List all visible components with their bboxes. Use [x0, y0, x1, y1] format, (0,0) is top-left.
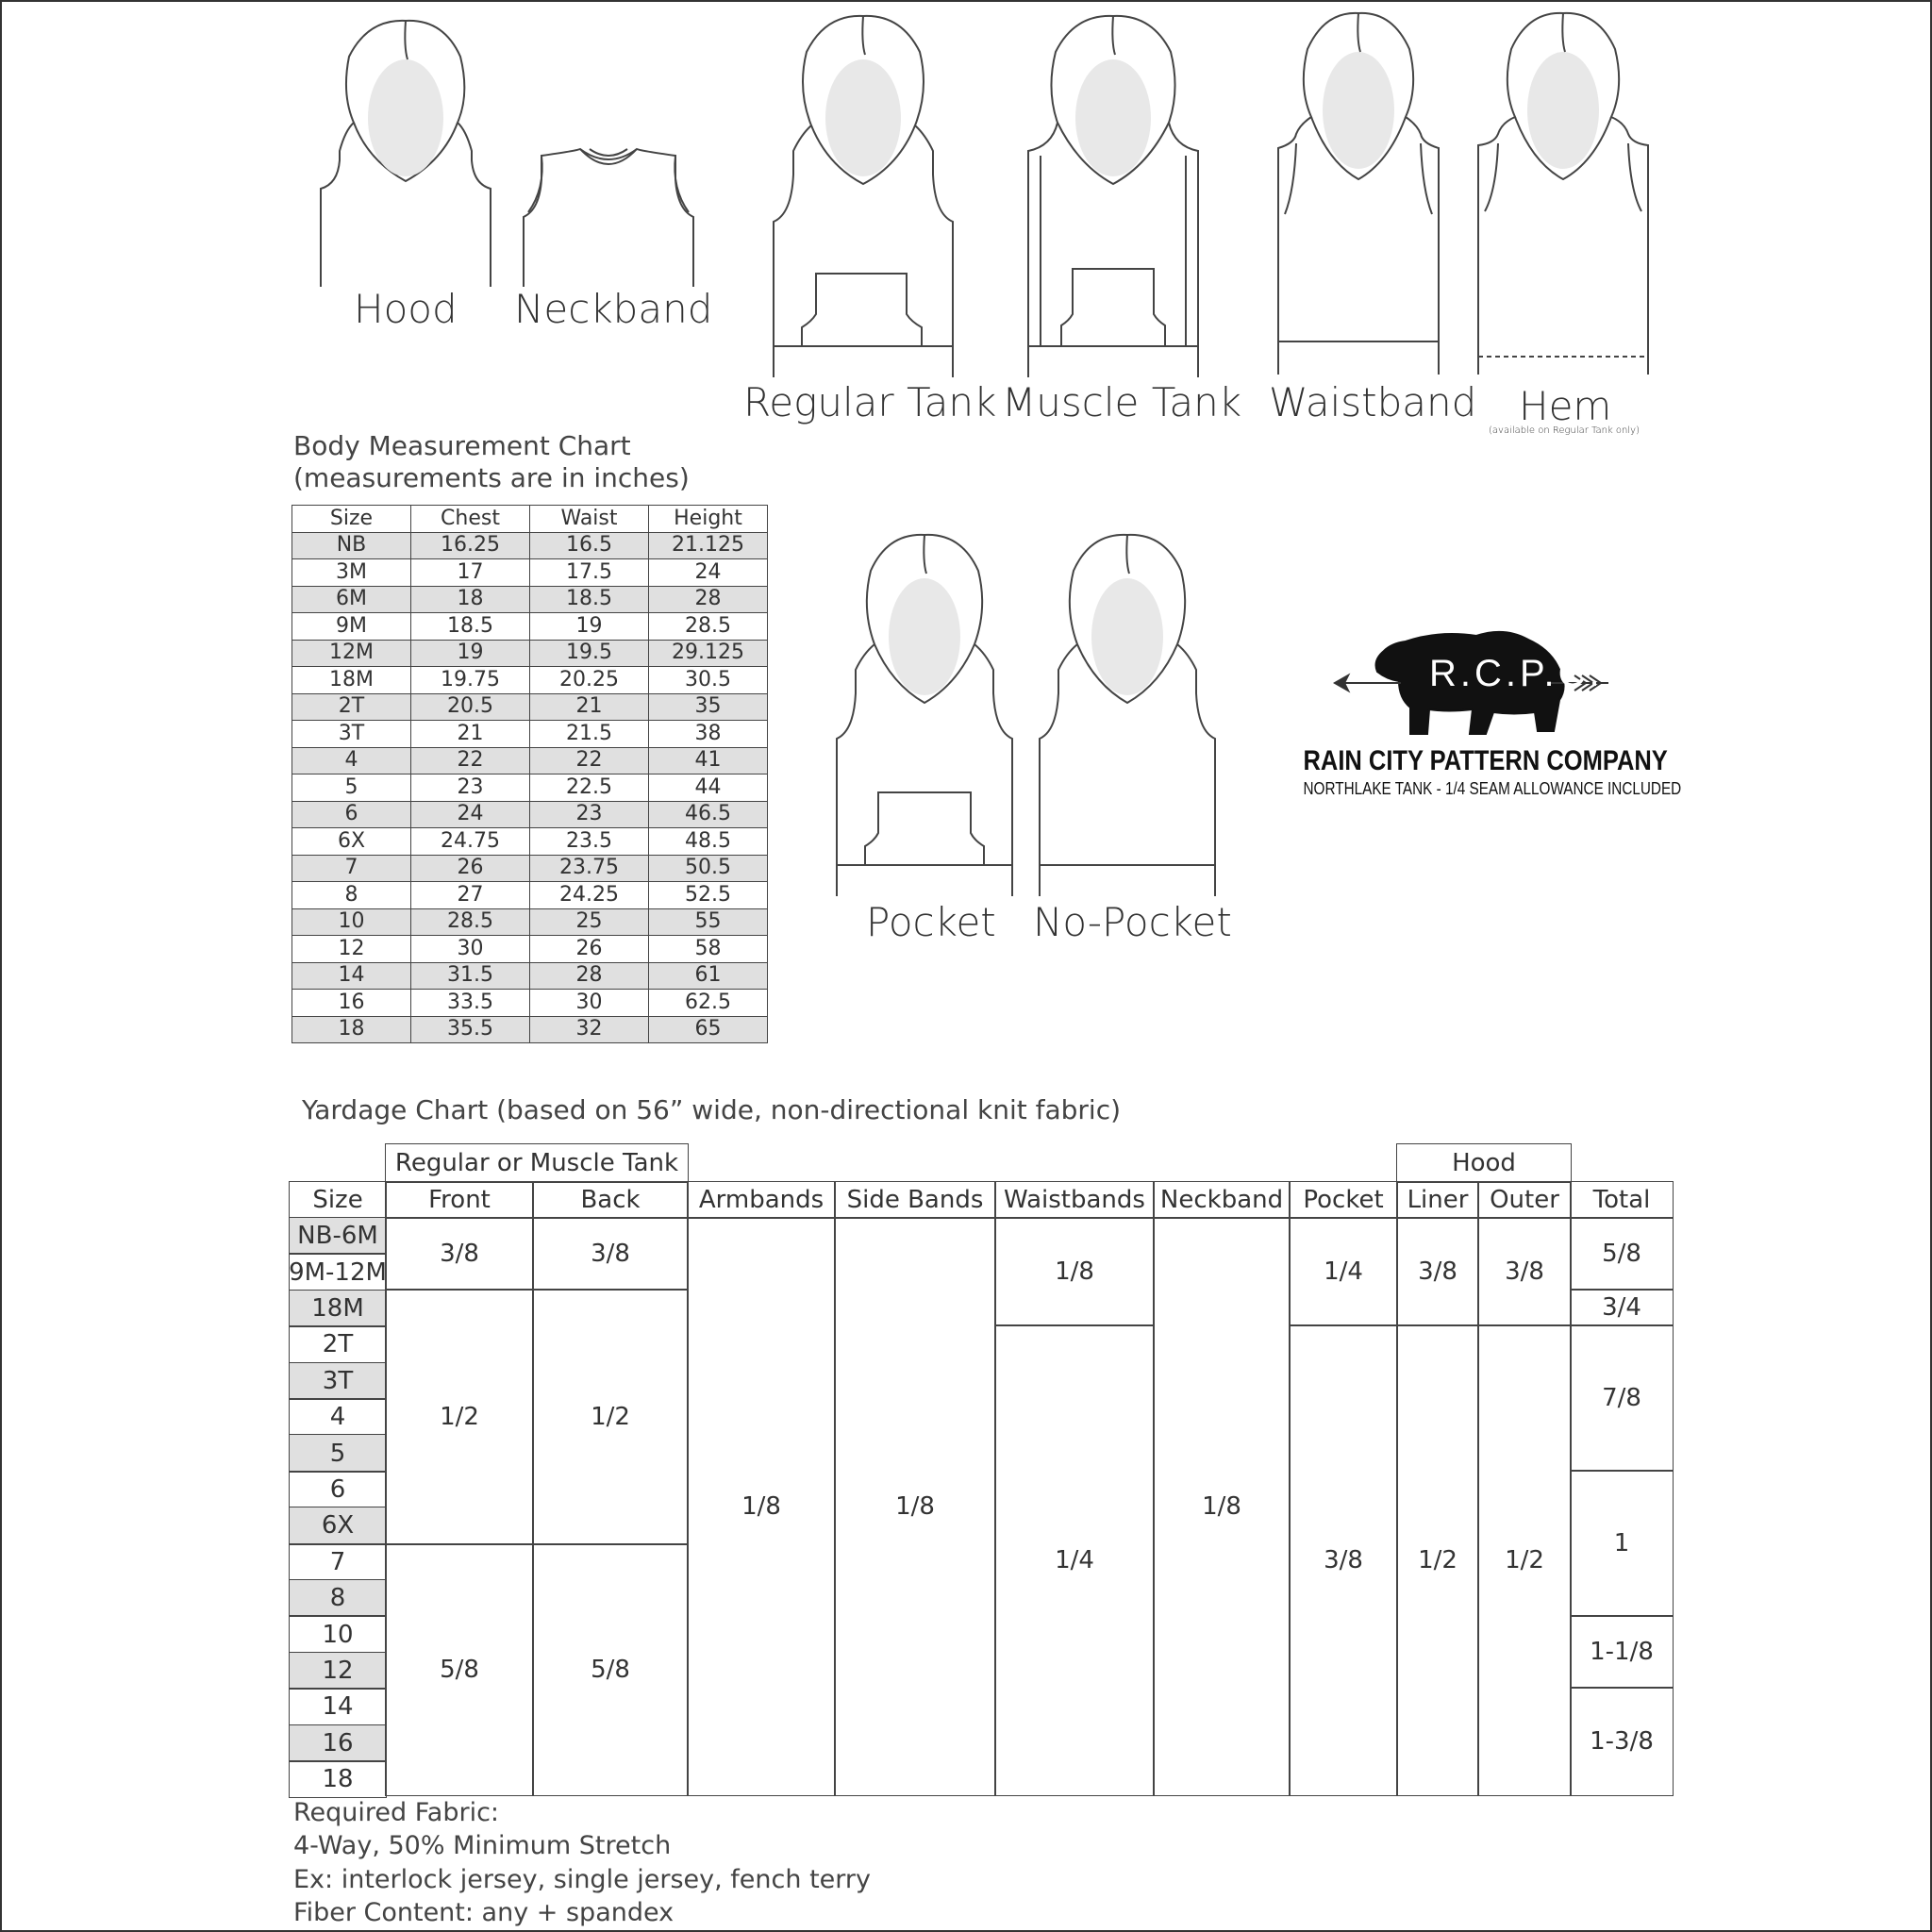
armbands-value: 1/8: [687, 1217, 836, 1796]
body-table-cell: 16: [292, 990, 411, 1017]
waistbands-value: 1/4: [994, 1324, 1155, 1796]
body-table-row: [292, 693, 768, 721]
body-table-row: [292, 747, 768, 774]
col-header-side-bands: Side Bands: [834, 1181, 996, 1219]
body-table-cell: 48.5: [649, 828, 768, 856]
body-chart-subtitle: (measurements are in inches): [293, 462, 690, 493]
body-table-cell: 2T: [292, 693, 411, 721]
fabric-note: 4-Way, 50% Minimum Stretch: [293, 1831, 672, 1860]
body-table-cell: 44: [649, 774, 768, 802]
body-table-row: [292, 667, 768, 694]
body-table-cell: 65: [649, 1016, 768, 1043]
body-table-cell: 24.25: [530, 882, 649, 909]
body-table-cell: 20.25: [530, 667, 649, 694]
hood-label: Hood: [354, 286, 458, 332]
yardage-size-cell: NB-6M: [289, 1217, 387, 1255]
back-value: 3/8: [532, 1217, 689, 1291]
total-value: 1-3/8: [1570, 1687, 1674, 1796]
body-table-cell: 27: [411, 882, 530, 909]
yardage-size-cell: 18M: [289, 1290, 387, 1327]
yardage-size-cell: 16: [289, 1724, 387, 1762]
total-value: 1-1/8: [1570, 1615, 1674, 1689]
body-table-cell: 21.5: [530, 721, 649, 748]
body-table-row: [292, 586, 768, 613]
body-table-cell: 10: [292, 908, 411, 936]
body-table-cell: 22.5: [530, 774, 649, 802]
body-table-cell: 16.5: [530, 532, 649, 559]
body-table-cell: 25: [530, 908, 649, 936]
body-table-row: [292, 559, 768, 587]
company-tagline: NORTHLAKE TANK - 1/4 SEAM ALLOWANCE INCLUDED: [1303, 779, 1682, 798]
body-measurement-table: [291, 505, 768, 1043]
body-table-cell: 52.5: [649, 882, 768, 909]
body-table-cell: 24.75: [411, 828, 530, 856]
yardage-size-cell: 9M-12M: [289, 1253, 387, 1291]
body-table-row: [292, 774, 768, 802]
body-table-cell: 58: [649, 936, 768, 963]
body-table-cell: 23: [411, 774, 530, 802]
body-table-cell: 3T: [292, 721, 411, 748]
body-table-row: [292, 990, 768, 1017]
body-table-cell: 28.5: [411, 908, 530, 936]
col-header-front: Front: [385, 1181, 534, 1219]
liner-value: 3/8: [1396, 1217, 1479, 1326]
col-header-waistbands: Waistbands: [994, 1181, 1155, 1219]
body-table-cell: 26: [530, 936, 649, 963]
body-table-cell: 18: [411, 586, 530, 613]
body-table-cell: 19.5: [530, 640, 649, 667]
muscle-tank-view-drawing: [1024, 14, 1203, 382]
body-table-cell: 30.5: [649, 667, 768, 694]
body-table-header-cell: Size: [292, 506, 411, 533]
yardage-size-cell: 5: [289, 1434, 387, 1472]
body-table-cell: 28: [530, 962, 649, 990]
body-table-header-cell: Waist: [530, 506, 649, 533]
body-table-row: [292, 640, 768, 667]
total-value: 5/8: [1570, 1217, 1674, 1291]
logo-text-block: [1274, 623, 1682, 798]
body-table-cell: 18.5: [530, 586, 649, 613]
body-table-cell: 32: [530, 1016, 649, 1043]
body-table-cell: 23: [530, 801, 649, 828]
body-table-cell: 12M: [292, 640, 411, 667]
body-table-row: [292, 721, 768, 748]
yardage-title: Yardage Chart (based on 56” wide, non-directional knit fabric): [302, 1094, 1122, 1125]
body-table-cell: 3M: [292, 559, 411, 587]
body-table-header-cell: Chest: [411, 506, 530, 533]
body-table-row: [292, 613, 768, 641]
body-table-cell: 19: [411, 640, 530, 667]
pocket-value: 3/8: [1289, 1324, 1398, 1796]
yardage-size-cell: 3T: [289, 1362, 387, 1400]
waistband-label: Waistband: [1269, 379, 1477, 425]
muscle-tank-label: Muscle Tank: [1002, 379, 1242, 425]
yardage-size-cell: 2T: [289, 1325, 387, 1363]
front-value: 1/2: [385, 1289, 534, 1545]
waistband-view-drawing: [1274, 11, 1443, 379]
waistbands-value: 1/8: [994, 1217, 1155, 1326]
body-table-cell: 19: [530, 613, 649, 641]
no-pocket-view-drawing: [1038, 533, 1217, 901]
group-header-tank: Regular or Muscle Tank: [385, 1143, 689, 1183]
body-table-cell: 30: [530, 990, 649, 1017]
body-table-cell: 62.5: [649, 990, 768, 1017]
yardage-size-cell: 10: [289, 1615, 387, 1653]
group-header-hood: Hood: [1396, 1143, 1572, 1183]
body-table-cell: 14: [292, 962, 411, 990]
yardage-size-cell: 12: [289, 1652, 387, 1690]
body-table-cell: 46.5: [649, 801, 768, 828]
body-table-row: [292, 1016, 768, 1043]
body-table-row: [292, 855, 768, 882]
pocket-value: 1/4: [1289, 1217, 1398, 1326]
yardage-size-cell: 8: [289, 1579, 387, 1617]
body-table-cell: 12: [292, 936, 411, 963]
yardage-size-cell: 6: [289, 1471, 387, 1508]
hem-view-drawing: [1474, 11, 1653, 379]
body-table-cell: 22: [411, 747, 530, 774]
body-table-row: [292, 828, 768, 856]
body-table-cell: 9M: [292, 613, 411, 641]
liner-value: 1/2: [1396, 1324, 1479, 1796]
front-value: 3/8: [385, 1217, 534, 1291]
body-table-header-row: [292, 506, 768, 533]
body-table-cell: 23.5: [530, 828, 649, 856]
body-table-cell: 29.125: [649, 640, 768, 667]
fabric-note: Required Fabric:: [293, 1798, 500, 1827]
hem-label: Hem: [1519, 383, 1612, 429]
body-table-cell: 28.5: [649, 613, 768, 641]
body-table-cell: 50.5: [649, 855, 768, 882]
body-table-cell: 33.5: [411, 990, 530, 1017]
body-table-cell: 22: [530, 747, 649, 774]
pocket-label: Pocket: [866, 899, 996, 945]
body-table-cell: 18M: [292, 667, 411, 694]
total-value: 3/4: [1570, 1289, 1674, 1326]
col-header-pocket: Pocket: [1289, 1181, 1398, 1219]
body-table-header-cell: Height: [649, 506, 768, 533]
body-table-cell: 28: [649, 586, 768, 613]
yardage-size-cell: 18: [289, 1760, 387, 1798]
body-table-cell: 24: [411, 801, 530, 828]
body-table-cell: 38: [649, 721, 768, 748]
total-value: 7/8: [1570, 1324, 1674, 1472]
body-table-cell: 31.5: [411, 962, 530, 990]
fabric-note: Ex: interlock jersey, single jersey, fench terry: [293, 1865, 871, 1894]
body-table-cell: 21: [411, 721, 530, 748]
regular-tank-view-drawing: [769, 14, 958, 382]
body-table-cell: 24: [649, 559, 768, 587]
yardage-size-cell: 6X: [289, 1507, 387, 1544]
hem-note: (available on Regular Tank only): [1489, 425, 1640, 436]
neckband-view-drawing: [519, 142, 698, 292]
regular-tank-label: Regular Tank: [743, 379, 997, 425]
col-header-size: Size: [289, 1181, 387, 1219]
body-table-cell: 35: [649, 693, 768, 721]
body-table-cell: 55: [649, 908, 768, 936]
body-table-row: [292, 962, 768, 990]
body-table-cell: 41: [649, 747, 768, 774]
body-table-cell: 17.5: [530, 559, 649, 587]
back-value: 5/8: [532, 1543, 689, 1796]
company-name: RAIN CITY PATTERN COMPANY: [1303, 745, 1668, 776]
outer-value: 1/2: [1477, 1324, 1572, 1796]
body-table-cell: 61: [649, 962, 768, 990]
body-table-cell: 5: [292, 774, 411, 802]
body-table-cell: 26: [411, 855, 530, 882]
body-table-cell: 19.75: [411, 667, 530, 694]
pocket-view-drawing: [835, 533, 1014, 901]
body-table-row: [292, 801, 768, 828]
body-table-row: [292, 882, 768, 909]
body-table-cell: 6X: [292, 828, 411, 856]
back-value: 1/2: [532, 1289, 689, 1545]
body-table-row: [292, 936, 768, 963]
neckband-value: 1/8: [1153, 1217, 1291, 1796]
col-header-back: Back: [532, 1181, 689, 1219]
body-table-row: [292, 532, 768, 559]
body-table-cell: 23.75: [530, 855, 649, 882]
neckband-label: Neckband: [514, 286, 713, 332]
body-table-cell: 30: [411, 936, 530, 963]
body-table-cell: 35.5: [411, 1016, 530, 1043]
col-header-total: Total: [1570, 1181, 1674, 1219]
body-table-cell: 6: [292, 801, 411, 828]
body-table-cell: 21: [530, 693, 649, 721]
side-bands-value: 1/8: [834, 1217, 996, 1796]
col-header-outer: Outer: [1477, 1181, 1572, 1219]
body-table-cell: 18.5: [411, 613, 530, 641]
body-table-cell: 21.125: [649, 532, 768, 559]
body-table-cell: 16.25: [411, 532, 530, 559]
body-table-cell: 6M: [292, 586, 411, 613]
body-table-cell: 4: [292, 747, 411, 774]
yardage-size-cell: 7: [289, 1543, 387, 1581]
col-header-armbands: Armbands: [687, 1181, 836, 1219]
body-table-cell: 17: [411, 559, 530, 587]
body-table-cell: 18: [292, 1016, 411, 1043]
total-value: 1: [1570, 1470, 1674, 1617]
body-chart-title: Body Measurement Chart: [293, 430, 631, 461]
body-table-cell: NB: [292, 532, 411, 559]
body-table-cell: 7: [292, 855, 411, 882]
yardage-size-cell: 14: [289, 1688, 387, 1725]
outer-value: 3/8: [1477, 1217, 1572, 1326]
col-header-neckband: Neckband: [1153, 1181, 1291, 1219]
body-table-row: [292, 908, 768, 936]
no-pocket-label: No-Pocket: [1033, 899, 1232, 945]
fabric-note: Fiber Content: any + spandex: [293, 1898, 675, 1927]
front-value: 5/8: [385, 1543, 534, 1796]
col-header-liner: Liner: [1396, 1181, 1479, 1219]
body-table-cell: 20.5: [411, 693, 530, 721]
hood-view-drawing: [311, 19, 500, 292]
logo-initials: R.C.P.C.: [1429, 653, 1604, 694]
yardage-size-cell: 4: [289, 1398, 387, 1436]
body-table-cell: 8: [292, 882, 411, 909]
